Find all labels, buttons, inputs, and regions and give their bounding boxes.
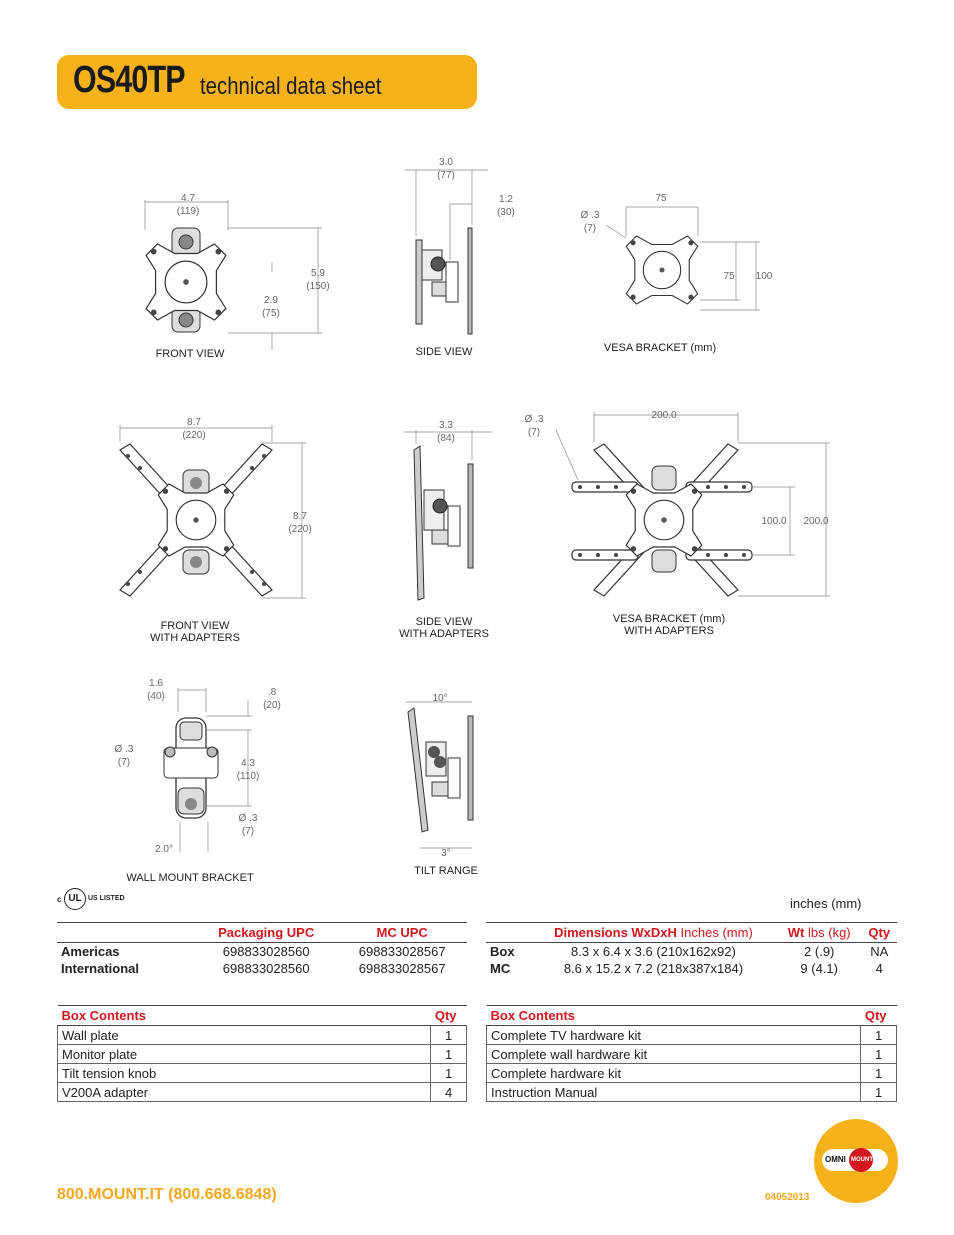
dim-value: 8.7 <box>187 417 201 428</box>
dim-row <box>486 943 897 961</box>
dim-row-dims: 8.6 x 15.2 x 7.2 (218x387x184) <box>563 961 744 976</box>
dim-header-blank <box>486 923 530 943</box>
box-item-qty: 1 <box>431 1064 467 1083</box>
dim-vesa-h2: 100 <box>755 271 773 282</box>
dim-vba-h2: 200.0 <box>803 516 829 527</box>
dim-row-qty: NA <box>870 944 889 959</box>
box-header-row <box>487 1006 897 1026</box>
box-item <box>58 1064 467 1083</box>
dim-value: 8.7 <box>293 511 307 522</box>
dim-header-dims <box>530 923 777 943</box>
omnimount-logo <box>814 1119 898 1203</box>
dim-side-plate <box>486 193 526 219</box>
dim-row-wt: 9 (4.1) <box>800 961 838 976</box>
tilt-range-drawing <box>406 702 473 848</box>
box-item <box>58 1026 467 1045</box>
model-title: OS40TP <box>73 59 185 101</box>
box-qty-header: Qty <box>861 1006 897 1026</box>
dim-wm-height <box>228 757 268 783</box>
box-item <box>487 1083 897 1102</box>
box-item-name: Complete TV hardware kit <box>487 1026 861 1045</box>
dim-wm-hole2 <box>228 812 268 838</box>
dim-vesa-hole <box>570 209 610 235</box>
box-item-qty: 1 <box>861 1064 897 1083</box>
upc-header-row <box>57 923 467 943</box>
vesa-adapters-drawing <box>556 412 830 596</box>
dim-value: 4.3 <box>241 758 255 769</box>
dim-mm: (7) <box>583 223 597 234</box>
front-view-drawing <box>145 200 322 350</box>
box-item-name: Tilt tension knob <box>58 1064 431 1083</box>
upc-row <box>57 943 467 961</box>
dim-value: 5.9 <box>311 268 325 279</box>
dim-header-qty: Qty <box>862 923 897 943</box>
caption-line: WITH ADAPTERS <box>150 632 240 644</box>
dim-mm: (7) <box>241 826 255 837</box>
caption-vesa-bracket: VESA BRACKET (mm) <box>603 342 717 354</box>
dim-header-units: Inches (mm) <box>680 925 753 940</box>
box-item-qty: 1 <box>861 1045 897 1064</box>
dim-mm: (77) <box>437 170 455 181</box>
dim-row-qty: 4 <box>875 961 883 976</box>
upc-row <box>57 960 467 977</box>
box-item <box>487 1026 897 1045</box>
caption-line: SIDE VIEW <box>415 616 473 628</box>
dim-mm: (150) <box>306 281 330 292</box>
units-note: inches (mm) <box>790 896 862 911</box>
dim-wm-angle: 2.0° <box>155 844 173 855</box>
dim-side-depth <box>426 156 466 182</box>
dim-header-bold: Dimensions WxDxH <box>554 925 677 940</box>
upc-row-label: Americas <box>61 944 120 959</box>
dim-value: .8 <box>267 687 277 698</box>
dim-mm: (220) <box>182 430 206 441</box>
dim-front-width <box>168 192 208 218</box>
dim-wm-hole <box>104 743 144 769</box>
dim-tilt-up: 10° <box>432 693 448 704</box>
dim-mm: (7) <box>117 757 131 768</box>
box-item-name: Instruction Manual <box>487 1083 861 1102</box>
dim-mm: (110) <box>236 771 260 782</box>
logo-text-mount: MOUNT <box>851 1157 873 1163</box>
box-item-qty: 1 <box>861 1083 897 1102</box>
dim-value: 3.3 <box>439 420 453 431</box>
box-item-qty: 1 <box>431 1026 467 1045</box>
dim-mm: (75) <box>262 308 280 319</box>
dim-mm: (84) <box>437 433 455 444</box>
caption-line: FRONT VIEW <box>160 620 230 632</box>
upc-header-packaging: Packaging UPC <box>195 923 337 943</box>
box-header: Box Contents <box>58 1006 431 1026</box>
dim-value: 1.2 <box>499 194 513 205</box>
dim-mm: (220) <box>288 524 312 535</box>
box-item-name: Wall plate <box>58 1026 431 1045</box>
dim-row-dims: 8.3 x 6.4 x 3.6 (210x162x92) <box>571 944 736 959</box>
dim-front-height <box>298 267 338 293</box>
dim-row <box>486 960 897 977</box>
ul-listed-mark <box>57 888 127 912</box>
dim-value: 2.9 <box>264 295 278 306</box>
box-item-name: V200A adapter <box>58 1083 431 1102</box>
footer-phone: 800.MOUNT.IT (800.668.6848) <box>57 1186 277 1203</box>
box-contents-right <box>486 1005 897 1102</box>
dim-vba-hole <box>514 413 554 439</box>
box-item-qty: 1 <box>861 1026 897 1045</box>
caption-wall-mount: WALL MOUNT BRACKET <box>126 872 254 884</box>
box-header-row <box>58 1006 467 1026</box>
upc-row-label: International <box>61 961 140 976</box>
caption-side-view: SIDE VIEW <box>415 346 473 358</box>
box-qty-header: Qty <box>431 1006 467 1026</box>
dim-vesa-width: 75 <box>655 193 667 204</box>
dim-value: 1.6 <box>149 678 163 689</box>
footer-doc-code: 04052013 <box>765 1192 810 1203</box>
dim-header-row <box>486 923 897 943</box>
box-item <box>58 1045 467 1064</box>
caption-front-view: FRONT VIEW <box>155 348 225 360</box>
box-item-name: Monitor plate <box>58 1045 431 1064</box>
dim-sva-depth <box>426 419 466 445</box>
caption-side-view-adapters <box>384 616 504 640</box>
dim-row-wt: 2 (.9) <box>804 944 835 959</box>
box-item <box>58 1083 467 1102</box>
dim-vesa-h1: 75 <box>723 271 735 282</box>
dim-mm: (20) <box>263 700 281 711</box>
dim-wm-plate <box>252 686 292 712</box>
upc-header-blank <box>57 923 195 943</box>
dim-value: Ø .3 <box>114 744 134 755</box>
dim-wm-width <box>136 677 176 703</box>
box-item-qty: 1 <box>431 1045 467 1064</box>
upc-packaging: 698833028560 <box>222 944 310 959</box>
box-item-qty: 4 <box>431 1083 467 1102</box>
ul-logo-icon: UL <box>64 888 86 910</box>
box-header: Box Contents <box>487 1006 861 1026</box>
dim-front-center <box>251 294 291 320</box>
dim-header-wt <box>777 923 862 943</box>
upc-packaging: 698833028560 <box>222 961 310 976</box>
box-item <box>487 1064 897 1083</box>
dim-value: Ø .3 <box>580 210 600 221</box>
dim-vba-width: 200.0 <box>651 410 677 421</box>
upc-mc: 698833028567 <box>358 961 446 976</box>
dimensions-table <box>486 922 897 977</box>
header-subtitle: technical data sheet <box>200 73 382 100</box>
dim-vba-h1: 100.0 <box>761 516 787 527</box>
dim-mm: (30) <box>497 207 515 218</box>
box-contents-left <box>57 1005 467 1102</box>
dim-fva-width <box>174 416 214 442</box>
upc-mc: 698833028567 <box>358 944 446 959</box>
dim-mm: (7) <box>527 427 541 438</box>
caption-tilt-range: TILT RANGE <box>414 865 478 877</box>
dim-tilt-down: 3° <box>441 848 451 859</box>
front-view-adapters-drawing <box>120 425 306 598</box>
dim-value: 4.7 <box>181 193 195 204</box>
dim-value: 3.0 <box>439 157 453 168</box>
dim-row-label: MC <box>490 961 511 976</box>
dim-mm: (40) <box>147 691 165 702</box>
dim-value: Ø .3 <box>238 813 258 824</box>
wt-header-bold: Wt <box>787 925 805 940</box>
side-view-adapters-drawing <box>404 430 492 600</box>
caption-front-view-adapters <box>130 620 260 644</box>
caption-line: VESA BRACKET (mm) <box>612 613 726 625</box>
vesa-bracket-drawing <box>606 207 760 310</box>
box-item <box>487 1045 897 1064</box>
wt-header-units: lbs (kg) <box>808 925 851 940</box>
upc-table <box>57 922 467 977</box>
box-item-name: Complete wall hardware kit <box>487 1045 861 1064</box>
ul-listed-text: US LISTED <box>88 895 125 902</box>
side-view-drawing <box>405 170 488 334</box>
caption-line: WITH ADAPTERS <box>399 628 489 640</box>
dim-mm: (119) <box>176 206 200 217</box>
box-item-name: Complete hardware kit <box>487 1064 861 1083</box>
dim-fva-height <box>280 510 320 536</box>
ul-c-letter: c <box>57 895 62 904</box>
dim-value: Ø .3 <box>524 414 544 425</box>
caption-line: WITH ADAPTERS <box>624 625 714 637</box>
caption-vesa-adapters <box>594 613 744 637</box>
dim-row-label: Box <box>490 944 515 959</box>
logo-text-omni: OMNI <box>825 1155 846 1164</box>
upc-header-mc: MC UPC <box>337 923 467 943</box>
